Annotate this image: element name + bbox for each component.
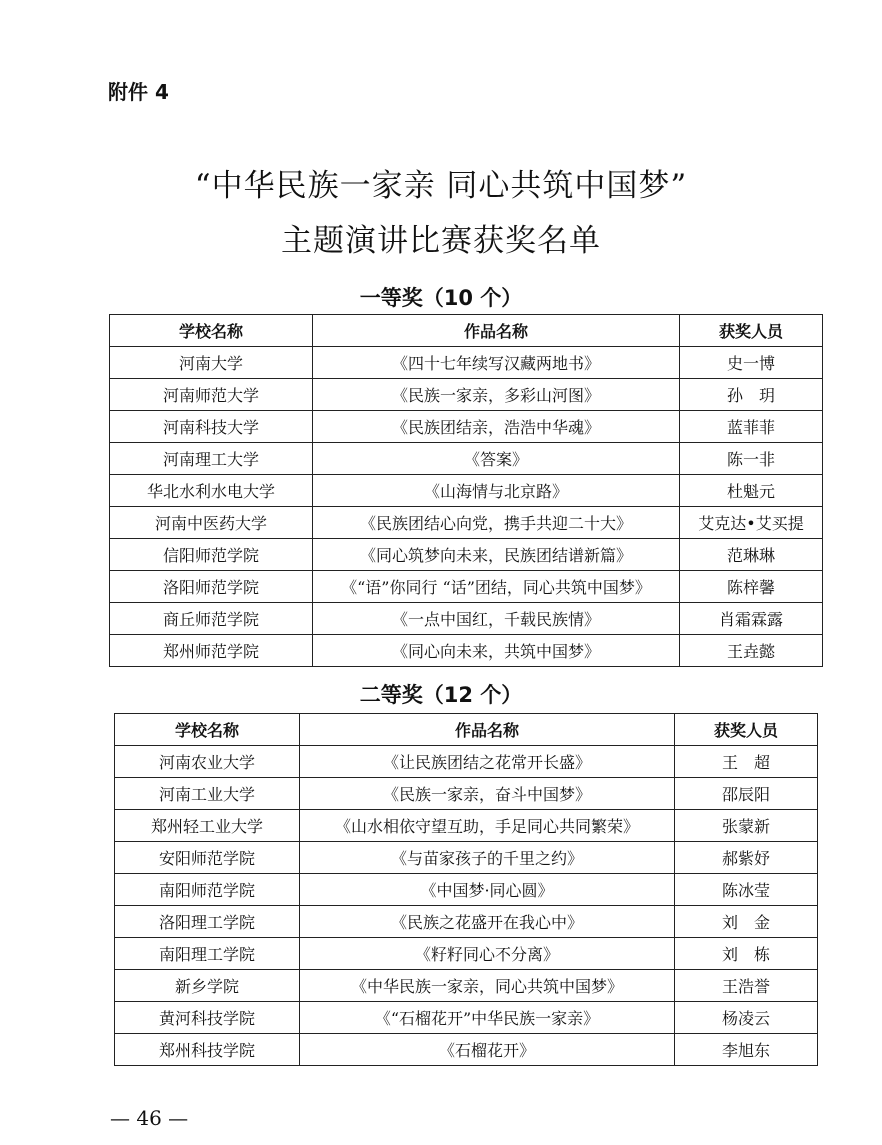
cell-winner: 张蒙新 <box>675 810 818 842</box>
table-row <box>115 938 818 970</box>
cell-work: 《民族团结亲，浩浩中华魂》 <box>313 411 680 443</box>
cell-winner: 刘 金 <box>675 906 818 938</box>
cell-work: 《“石榴花开”中华民族一家亲》 <box>300 1002 675 1034</box>
table-row <box>115 778 818 810</box>
cell-winner: 刘 栋 <box>675 938 818 970</box>
first-prize-table <box>109 314 823 667</box>
cell-work: 《中国梦·同心圆》 <box>300 874 675 906</box>
cell-school: 安阳师范学院 <box>115 842 300 874</box>
cell-school: 郑州师范学院 <box>110 635 313 667</box>
cell-work: 《民族一家亲，多彩山河图》 <box>313 379 680 411</box>
cell-school: 河南农业大学 <box>115 746 300 778</box>
cell-winner: 孙 玥 <box>680 379 823 411</box>
cell-winner: 范琳琳 <box>680 539 823 571</box>
cell-winner: 邵辰阳 <box>675 778 818 810</box>
cell-work: 《与苗家孩子的千里之约》 <box>300 842 675 874</box>
attachment-label: 附件 4 <box>108 80 169 104</box>
second-prize-heading: 二等奖（12 个） <box>359 683 523 707</box>
cell-winner: 陈一非 <box>680 443 823 475</box>
cell-work: 《民族团结心向党，携手共迎二十大》 <box>313 507 680 539</box>
header-winner: 获奖人员 <box>680 315 823 347</box>
cell-work: 《民族一家亲，奋斗中国梦》 <box>300 778 675 810</box>
document-title-line1: “中华民族一家亲 同心共筑中国梦” <box>194 168 688 204</box>
cell-work: 《山水相依守望互助，手足同心共同繁荣》 <box>300 810 675 842</box>
cell-school: 河南大学 <box>110 347 313 379</box>
cell-work: 《同心向未来，共筑中国梦》 <box>313 635 680 667</box>
cell-winner: 王垚懿 <box>680 635 823 667</box>
cell-school: 洛阳师范学院 <box>110 571 313 603</box>
cell-school: 南阳理工学院 <box>115 938 300 970</box>
table-row <box>115 970 818 1002</box>
cell-work: 《石榴花开》 <box>300 1034 675 1066</box>
cell-winner: 陈梓馨 <box>680 571 823 603</box>
cell-winner: 李旭东 <box>675 1034 818 1066</box>
table-row <box>115 746 818 778</box>
header-work: 作品名称 <box>313 315 680 347</box>
cell-school: 河南工业大学 <box>115 778 300 810</box>
cell-school: 洛阳理工学院 <box>115 906 300 938</box>
cell-work: 《四十七年续写汉藏两地书》 <box>313 347 680 379</box>
cell-winner: 蓝菲菲 <box>680 411 823 443</box>
cell-winner: 郝紫妤 <box>675 842 818 874</box>
table-row <box>110 635 823 667</box>
cell-winner: 王 超 <box>675 746 818 778</box>
cell-school: 河南理工大学 <box>110 443 313 475</box>
table-row <box>115 810 818 842</box>
cell-winner: 王浩誉 <box>675 970 818 1002</box>
first-prize-heading: 一等奖（10 个） <box>359 286 523 310</box>
cell-school: 信阳师范学院 <box>110 539 313 571</box>
document-title-line2: 主题演讲比赛获奖名单 <box>281 223 601 259</box>
cell-school: 华北水利水电大学 <box>110 475 313 507</box>
table-row <box>110 539 823 571</box>
cell-school: 郑州科技学院 <box>115 1034 300 1066</box>
table-row <box>110 475 823 507</box>
cell-work: 《中华民族一家亲，同心共筑中国梦》 <box>300 970 675 1002</box>
page-number: — 46 — <box>110 1106 189 1130</box>
cell-winner: 杜魁元 <box>680 475 823 507</box>
cell-school: 南阳师范学院 <box>115 874 300 906</box>
cell-work: 《一点中国红，千载民族情》 <box>313 603 680 635</box>
cell-school: 河南中医药大学 <box>110 507 313 539</box>
table-row <box>110 507 823 539</box>
cell-winner: 杨凌云 <box>675 1002 818 1034</box>
cell-school: 新乡学院 <box>115 970 300 1002</box>
table-row <box>110 379 823 411</box>
second-prize-table <box>114 713 818 1066</box>
table-row <box>110 443 823 475</box>
table-row <box>115 1002 818 1034</box>
cell-work: 《山海情与北京路》 <box>313 475 680 507</box>
table-row <box>115 1034 818 1066</box>
cell-winner: 艾克达•艾买提 <box>680 507 823 539</box>
cell-work: 《籽籽同心不分离》 <box>300 938 675 970</box>
cell-school: 黄河科技学院 <box>115 1002 300 1034</box>
cell-work: 《“语”你同行 “话”团结，同心共筑中国梦》 <box>313 571 680 603</box>
table-row <box>110 603 823 635</box>
table-header-row <box>110 315 823 347</box>
cell-school: 郑州轻工业大学 <box>115 810 300 842</box>
cell-school: 商丘师范学院 <box>110 603 313 635</box>
table-row <box>110 347 823 379</box>
table-header-row <box>115 714 818 746</box>
cell-work: 《答案》 <box>313 443 680 475</box>
cell-winner: 肖霜霖露 <box>680 603 823 635</box>
cell-work: 《让民族团结之花常开长盛》 <box>300 746 675 778</box>
header-winner: 获奖人员 <box>675 714 818 746</box>
table-row <box>110 411 823 443</box>
table-row <box>110 571 823 603</box>
cell-school: 河南科技大学 <box>110 411 313 443</box>
table-row <box>115 842 818 874</box>
header-work: 作品名称 <box>300 714 675 746</box>
table-row <box>115 906 818 938</box>
cell-winner: 史一博 <box>680 347 823 379</box>
header-school: 学校名称 <box>115 714 300 746</box>
cell-winner: 陈冰莹 <box>675 874 818 906</box>
header-school: 学校名称 <box>110 315 313 347</box>
cell-school: 河南师范大学 <box>110 379 313 411</box>
cell-work: 《同心筑梦向未来，民族团结谱新篇》 <box>313 539 680 571</box>
table-row <box>115 874 818 906</box>
cell-work: 《民族之花盛开在我心中》 <box>300 906 675 938</box>
